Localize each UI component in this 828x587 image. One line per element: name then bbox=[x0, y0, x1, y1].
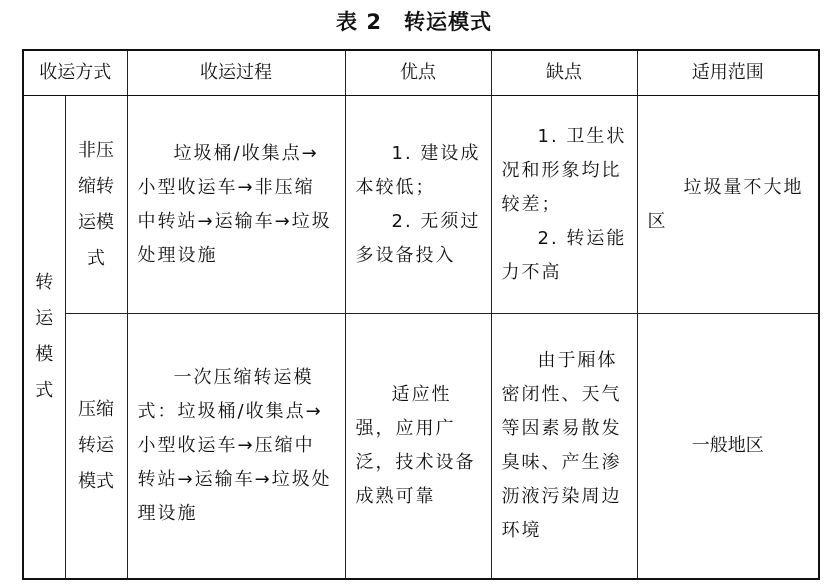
category-label: 转运模式 bbox=[35, 271, 54, 401]
header-process: 收运过程 bbox=[127, 50, 345, 96]
advantage-item: 1. 建设成本较低； bbox=[355, 142, 481, 198]
advantage-text: 适应性强，应用广泛，技术设备成熟可靠 bbox=[355, 383, 476, 507]
transfer-mode-table bbox=[22, 49, 820, 580]
process-cell bbox=[127, 314, 345, 579]
table-caption bbox=[0, 6, 828, 36]
header-disadvantages: 缺点 bbox=[491, 50, 637, 96]
scope-text: 垃圾量不大地区 bbox=[647, 176, 804, 232]
disadvantage-text: 由于厢体密闭性、天气等因素易散发臭味、产生渗沥液污染周边环境 bbox=[501, 349, 622, 541]
scope-cell bbox=[637, 314, 819, 579]
advantages-cell bbox=[345, 314, 491, 579]
disadvantages-cell bbox=[491, 96, 637, 314]
header-scope: 适用范围 bbox=[637, 50, 819, 96]
process-text: 一次压缩转运模式：垃圾桶/收集点→小型收运车→压缩中转站→运输车→垃圾处理设施 bbox=[137, 366, 332, 524]
table-row bbox=[23, 96, 819, 314]
header-mode: 收运方式 bbox=[23, 50, 127, 96]
process-text: 垃圾桶/收集点→小型收运车→非压缩中转站→运输车→垃圾处理设施 bbox=[137, 142, 332, 266]
sub-mode-cell bbox=[65, 314, 127, 579]
scope-cell bbox=[637, 96, 819, 314]
sub-mode-label: 非压缩转运模式 bbox=[78, 139, 114, 269]
table-row bbox=[23, 314, 819, 579]
sub-mode-cell bbox=[65, 96, 127, 314]
disadvantage-item: 1. 卫生状况和形象均比较差； bbox=[501, 125, 627, 215]
table-number: 表 2 bbox=[336, 10, 382, 34]
sub-mode-label: 压缩转运模式 bbox=[78, 398, 114, 492]
advantage-item: 2. 无须过多设备投入 bbox=[355, 210, 481, 266]
header-row bbox=[23, 50, 819, 96]
disadvantages-cell bbox=[491, 314, 637, 579]
scope-text: 一般地区 bbox=[691, 434, 764, 456]
category-cell bbox=[23, 96, 65, 579]
header-advantages: 优点 bbox=[345, 50, 491, 96]
disadvantage-item: 2. 转运能力不高 bbox=[501, 227, 627, 283]
advantages-cell bbox=[345, 96, 491, 314]
process-cell bbox=[127, 96, 345, 314]
table-title: 转运模式 bbox=[403, 10, 492, 34]
